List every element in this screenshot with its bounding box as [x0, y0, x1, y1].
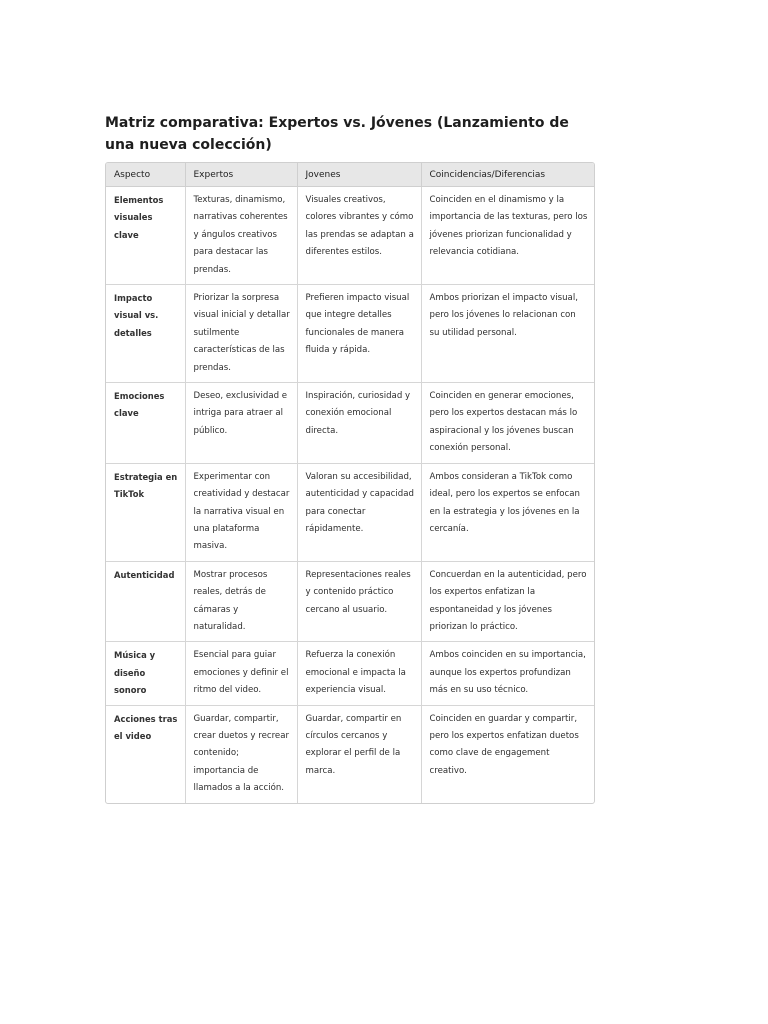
cell-youth: Visuales creativos, colores vibrantes y cómo las prendas se adaptan a diferentes estilos.: [297, 187, 421, 285]
cell-comparison: Ambos coinciden en su importancia, aunque los expertos profundizan más en su uso técnico.: [421, 642, 594, 705]
cell-youth: Valoran su accesibilidad, autenticidad y capacidad para conectar rápidamente.: [297, 463, 421, 561]
table-row: [106, 705, 594, 803]
cell-aspect: Estrategia en TikTok: [106, 463, 185, 561]
cell-comparison: Ambos consideran a TikTok como ideal, pero los expertos se enfocan en la estrategia y los jóvenes en la cercanía.: [421, 463, 594, 561]
cell-aspect: Música y diseño sonoro: [106, 642, 185, 705]
cell-experts: Guardar, compartir, crear duetos y recrear contenido; importancia de llamados a la acción.: [185, 705, 297, 803]
header-youth: Jovenes: [297, 163, 421, 187]
table-row: [106, 642, 594, 705]
cell-aspect: Impacto visual vs. detalles: [106, 285, 185, 383]
table-row: [106, 383, 594, 464]
table-row: [106, 187, 594, 285]
cell-youth: Inspiración, curiosidad y conexión emocional directa.: [297, 383, 421, 464]
cell-aspect: Acciones tras el video: [106, 705, 185, 803]
header-aspect: Aspecto: [106, 163, 185, 187]
cell-aspect: Autenticidad: [106, 561, 185, 642]
cell-aspect: Elementos visuales clave: [106, 187, 185, 285]
cell-comparison: Ambos priorizan el impacto visual, pero los jóvenes lo relacionan con su utilidad personal.: [421, 285, 594, 383]
cell-youth: Representaciones reales y contenido práctico cercano al usuario.: [297, 561, 421, 642]
cell-youth: Guardar, compartir en círculos cercanos y explorar el perfil de la marca.: [297, 705, 421, 803]
cell-comparison: Coinciden en el dinamismo y la importancia de las texturas, pero los jóvenes priorizan funcionalidad y relevancia cotidiana.: [421, 187, 594, 285]
table-row: [106, 561, 594, 642]
page-title: Matriz comparativa: Expertos vs. Jóvenes (Lanzamiento de una nueva colección): [105, 115, 569, 153]
table-header-row: [106, 163, 594, 187]
cell-experts: Experimentar con creatividad y destacar la narrativa visual en una plataforma masiva.: [185, 463, 297, 561]
cell-experts: Deseo, exclusividad e intriga para atraer al público.: [185, 383, 297, 464]
cell-youth: Prefieren impacto visual que integre detalles funcionales de manera fluida y rápida.: [297, 285, 421, 383]
comparison-table: [105, 162, 595, 804]
cell-experts: Mostrar procesos reales, detrás de cámaras y naturalidad.: [185, 561, 297, 642]
header-comparison: Coincidencias/Diferencias: [421, 163, 594, 187]
cell-comparison: Coinciden en guardar y compartir, pero los expertos enfatizan duetos como clave de engagement creativo.: [429, 713, 579, 776]
table-row: [106, 285, 594, 383]
cell-experts: Texturas, dinamismo, narrativas coherentes y ángulos creativos para destacar las prendas.: [185, 187, 297, 285]
cell-comparison: Coinciden en generar emociones, pero los expertos destacan más lo aspiracional y los jóvenes buscan conexión personal.: [421, 383, 594, 464]
cell-youth: Refuerza la conexión emocional e impacta la experiencia visual.: [297, 642, 421, 705]
cell-aspect: Emociones clave: [106, 383, 185, 464]
cell-comparison: Concuerdan en la autenticidad, pero los expertos enfatizan la espontaneidad y los jóvenes priorizan lo práctico.: [421, 561, 594, 642]
cell-experts: Esencial para guiar emociones y definir el ritmo del video.: [185, 642, 297, 705]
cell-experts: Priorizar la sorpresa visual inicial y detallar sutilmente características de las prendas.: [185, 285, 297, 383]
header-experts: Expertos: [185, 163, 297, 187]
table-row: [106, 463, 594, 561]
